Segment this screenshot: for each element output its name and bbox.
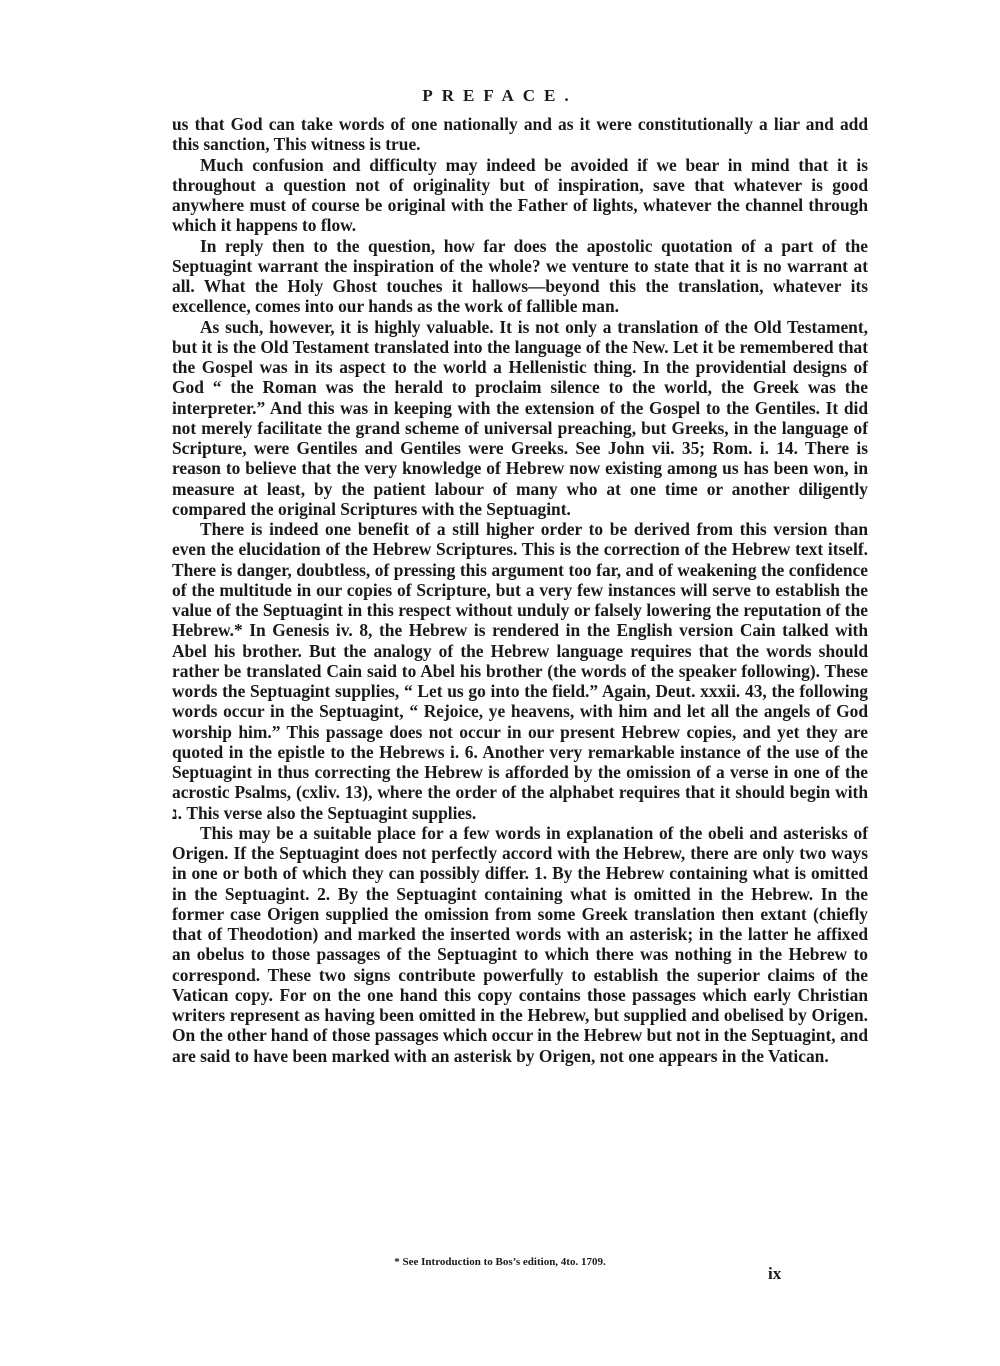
- paragraph-1: us that God can take words of one nationally and as it were constitutionally a liar and add this sanction, This witness is true.: [172, 114, 868, 155]
- page-header: PREFACE.: [422, 86, 578, 105]
- paragraph-4: As such, however, it is highly valuable. It is not only a translation of the Old Testament, but it is the Old Testament translated into the language of the New. Let it be remembered that the Gospel was in its aspect to the world a Hellenistic thing. In the providential designs of God “ the Roman was the herald to proclaim silence to the world, the Greek was the interpreter.” And this was in keeping with the extension of the Gospel to the Gentiles. It did not merely facilitate the grand scheme of universal preaching, but Greeks, in the language of Scripture, were Gentiles and Gentiles were Greeks. See John vii. 35; Rom. i. 14. There is reason to believe that the very knowledge of Hebrew now existing among us has been won, in measure at least, by the patient labour of many who at one time or another diligently compared the original Scriptures with the Septuagint.: [172, 316, 868, 519]
- paragraph-6: This may be a suitable place for a few words in explanation of the obeli and asterisks of Origen. If the Septuagint does not perfectly accord with the Hebrew, there are only two ways in one or both of which they can possibly differ. 1. By the Hebrew containing what is omitted in the Septuagint. 2. By the Septuagint containing what is omitted in the Hebrew. In the former case Origen supplied the omission from some Greek translation then extant (chiefly that of Theodotion) and marked the inserted words with an asterisk; in the latter he affixed an obelus to those passages of the Septuagint to which there was nothing in the Hebrew to correspond. These two signs contribute powerfully to establish the superior claims of the Vatican copy. For on the one hand this copy contains those passages which early Christian writers represent as having been omitted in the Hebrew, but supplied and obelised by Origen. On the other hand of those passages which occur in the Hebrew but not in the Septuagint, and are said to have been marked with an asterisk by Origen, not one appears in the Vatican.: [172, 822, 868, 1066]
- paragraph-2: Much confusion and difficulty may indeed be avoided if we bear in mind that it is throughout a question not of originality but of inspiration, save that whatever is good anywhere must of course be original with the Father of lights, whatever the channel through which it happens to flow.: [172, 154, 868, 236]
- paragraph-3: In reply then to the question, how far does the apostolic quotation of a part of the Septuagint warrant the inspiration of the whole? we venture to state that it is no warrant at all. What the Holy Ghost touches it hallows—beyond this the translation, whatever its excellence, comes into our hands as the work of fallible man.: [172, 235, 868, 317]
- body-text: [172, 114, 868, 1066]
- paragraph-5: There is indeed one benefit of a still higher order to be derived from this version than even the elucidation of the Hebrew Scriptures. This is the correction of the Hebrew text itself. There is danger, doubtless, of pressing this argument too far, and of weakening the confidence of the multitude in our copies of Scripture, but a very few instances will serve to establish the value of the Septuagint in this respect without unduly or falsely lowering the reputation of the Hebrew.* In Genesis iv. 8, the Hebrew is rendered in the English version Cain talked with Abel his brother. But the analogy of the Hebrew language requires that the words should rather be translated Cain said to Abel his brother (the words of the speaker following). These words the Septuagint supplies, “ Let us go into the field.” Again, Deut. xxxii. 43, the following words occur in the Septuagint, “ Rejoice, ye heavens, with him and let all the angels of God worship him.” This passage does not occur in our present Hebrew copies, and yet they are quoted in the epistle to the Hebrews i. 6. Another very remarkable instance of the use of the Septuagint in thus correcting the Hebrew is afforded by the omission of a verse in one of the acrostic Psalms, (cxliv. 13), where the order of the alphabet requires that it should begin with נ. This verse also the Septuagint supplies.: [172, 519, 868, 823]
- page-number: ix: [768, 1264, 782, 1283]
- footnote: * See Introduction to Bos’s edition, 4to. 1709.: [394, 1256, 606, 1268]
